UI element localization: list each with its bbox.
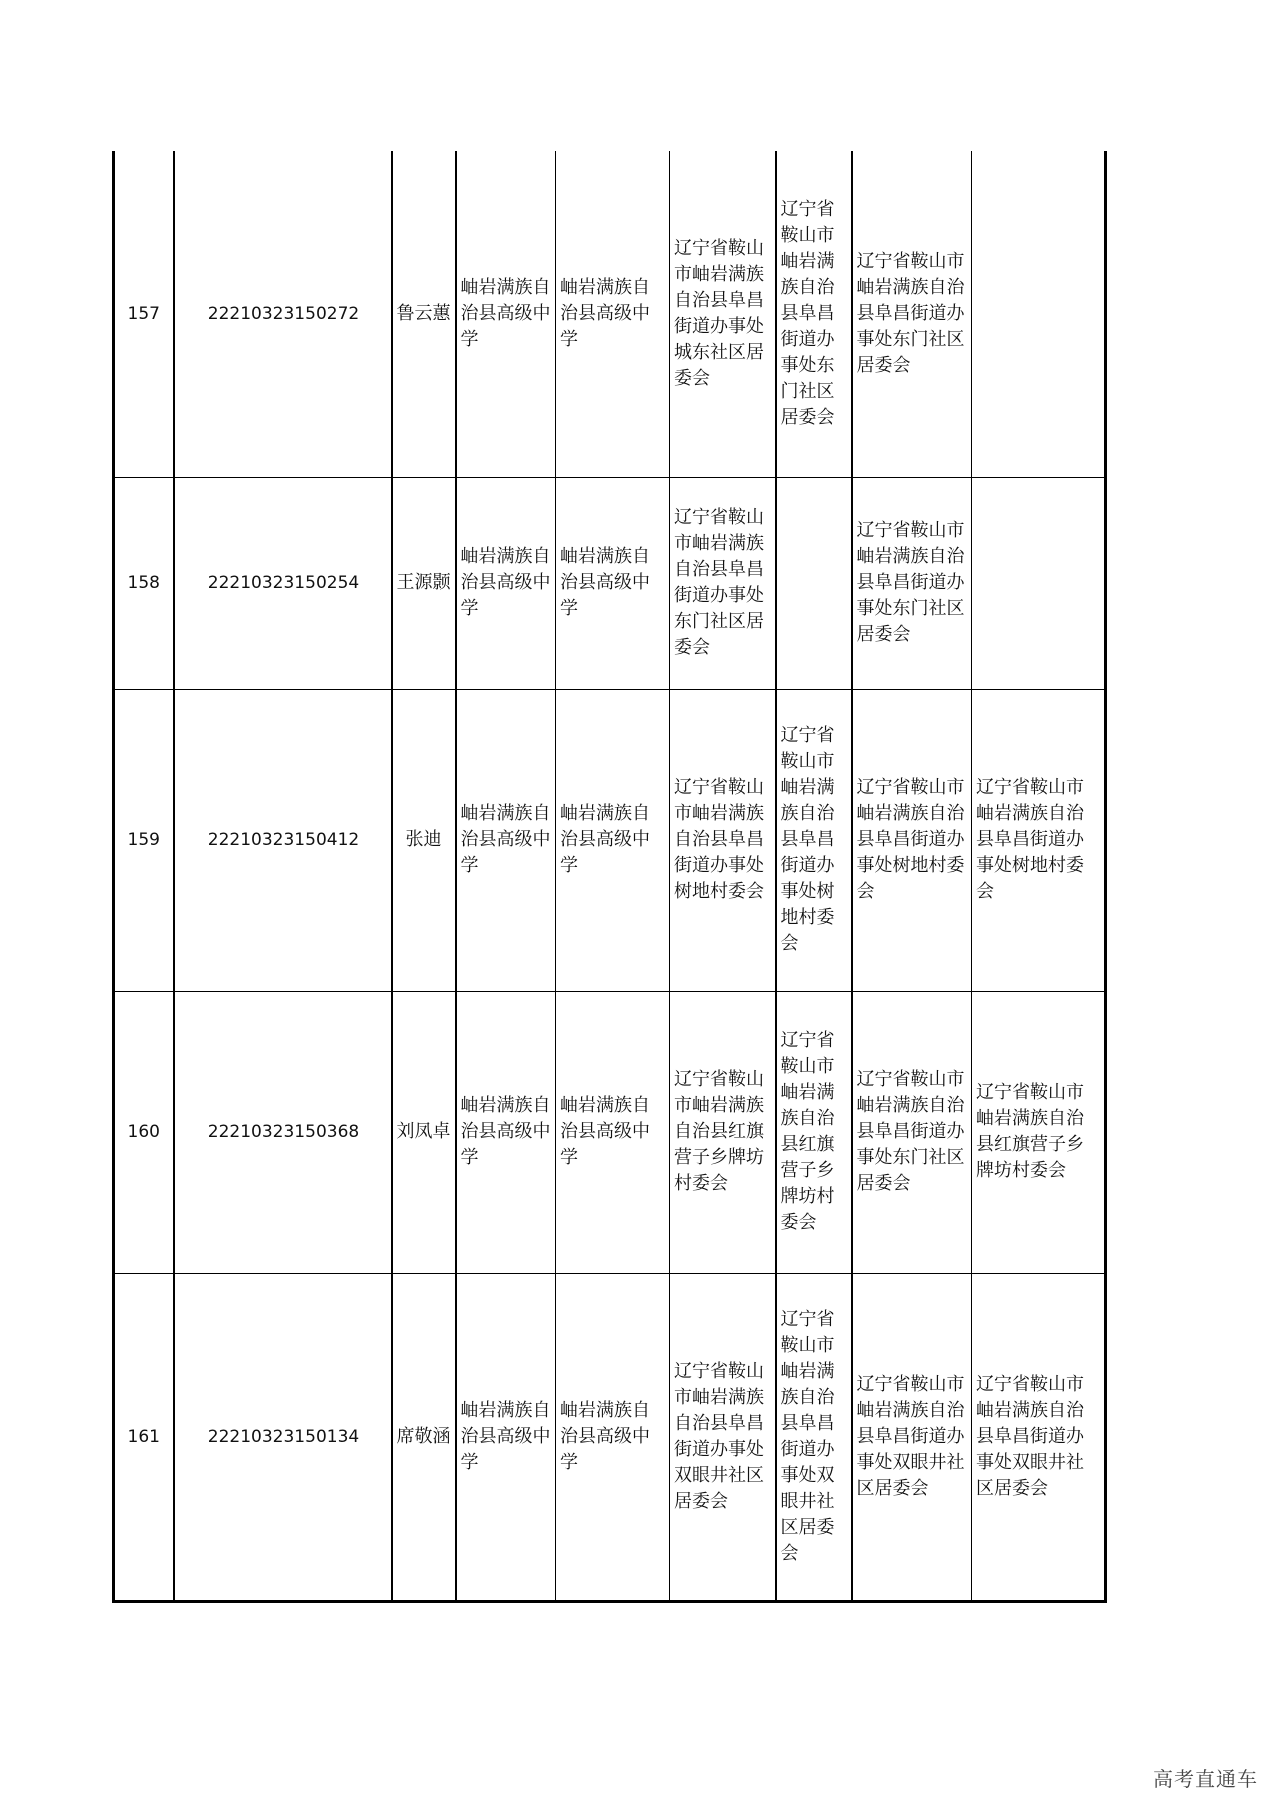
address-3-cell: 辽宁省鞍山市岫岩满族自治县阜昌街道办事处东门社区居委会 xyxy=(852,151,972,477)
address-4-cell xyxy=(972,477,1106,689)
school-cell: 岫岩满族自治县高级中学 xyxy=(456,689,556,991)
seq-cell: 159 xyxy=(114,689,174,991)
address-4-cell: 辽宁省鞍山市岫岩满族自治县阜昌街道办事处双眼井社区居委会 xyxy=(972,1273,1106,1601)
school-cell: 岫岩满族自治县高级中学 xyxy=(456,477,556,689)
school-cell: 岫岩满族自治县高级中学 xyxy=(456,1273,556,1601)
address-4-cell xyxy=(972,151,1106,477)
school-2-cell: 岫岩满族自治县高级中学 xyxy=(556,477,670,689)
address-3-cell: 辽宁省鞍山市岫岩满族自治县阜昌街道办事处东门社区居委会 xyxy=(852,477,972,689)
table-row xyxy=(114,991,1106,1273)
address-4-cell: 辽宁省鞍山市岫岩满族自治县阜昌街道办事处树地村委会 xyxy=(972,689,1106,991)
name-cell: 刘凤卓 xyxy=(392,991,456,1273)
roster-table xyxy=(112,151,1107,1603)
watermark-text: 高考直通车 xyxy=(1153,1767,1258,1791)
table-row xyxy=(114,477,1106,689)
address-1-cell: 辽宁省鞍山市岫岩满族自治县红旗营子乡牌坊村委会 xyxy=(670,991,776,1273)
school-2-cell: 岫岩满族自治县高级中学 xyxy=(556,991,670,1273)
address-3-cell: 辽宁省鞍山市岫岩满族自治县阜昌街道办事处双眼井社区居委会 xyxy=(852,1273,972,1601)
address-3-cell: 辽宁省鞍山市岫岩满族自治县阜昌街道办事处东门社区居委会 xyxy=(852,991,972,1273)
exam-id-cell: 22210323150412 xyxy=(174,689,392,991)
name-cell: 鲁云蕙 xyxy=(392,151,456,477)
exam-id-cell: 22210323150272 xyxy=(174,151,392,477)
school-2-cell: 岫岩满族自治县高级中学 xyxy=(556,1273,670,1601)
name-cell: 张迪 xyxy=(392,689,456,991)
seq-cell: 161 xyxy=(114,1273,174,1601)
exam-id-cell: 22210323150254 xyxy=(174,477,392,689)
address-2-cell: 辽宁省鞍山市岫岩满族自治县红旗营子乡牌坊村委会 xyxy=(776,991,852,1273)
exam-id-cell: 22210323150368 xyxy=(174,991,392,1273)
seq-cell: 158 xyxy=(114,477,174,689)
address-4-cell: 辽宁省鞍山市岫岩满族自治县红旗营子乡牌坊村委会 xyxy=(972,991,1106,1273)
address-2-cell: 辽宁省鞍山市岫岩满族自治县阜昌街道办事处双眼井社区居委会 xyxy=(776,1273,852,1601)
address-1-cell: 辽宁省鞍山市岫岩满族自治县阜昌街道办事处城东社区居委会 xyxy=(670,151,776,477)
name-cell: 王源颢 xyxy=(392,477,456,689)
seq-cell: 157 xyxy=(114,151,174,477)
address-1-cell: 辽宁省鞍山市岫岩满族自治县阜昌街道办事处树地村委会 xyxy=(670,689,776,991)
address-1-cell: 辽宁省鞍山市岫岩满族自治县阜昌街道办事处双眼井社区居委会 xyxy=(670,1273,776,1601)
school-2-cell: 岫岩满族自治县高级中学 xyxy=(556,689,670,991)
address-2-cell: 辽宁省鞍山市岫岩满族自治县阜昌街道办事处东门社区居委会 xyxy=(776,151,852,477)
table-row xyxy=(114,689,1106,991)
seq-cell: 160 xyxy=(114,991,174,1273)
school-2-cell: 岫岩满族自治县高级中学 xyxy=(556,151,670,477)
address-2-cell xyxy=(776,477,852,689)
school-cell: 岫岩满族自治县高级中学 xyxy=(456,151,556,477)
roster-table-container xyxy=(112,151,1107,1603)
table-row xyxy=(114,1273,1106,1601)
table-row xyxy=(114,151,1106,477)
exam-id-cell: 22210323150134 xyxy=(174,1273,392,1601)
address-3-cell: 辽宁省鞍山市岫岩满族自治县阜昌街道办事处树地村委会 xyxy=(852,689,972,991)
address-1-cell: 辽宁省鞍山市岫岩满族自治县阜昌街道办事处东门社区居委会 xyxy=(670,477,776,689)
address-2-cell: 辽宁省鞍山市岫岩满族自治县阜昌街道办事处树地村委会 xyxy=(776,689,852,991)
school-cell: 岫岩满族自治县高级中学 xyxy=(456,991,556,1273)
name-cell: 席敬涵 xyxy=(392,1273,456,1601)
